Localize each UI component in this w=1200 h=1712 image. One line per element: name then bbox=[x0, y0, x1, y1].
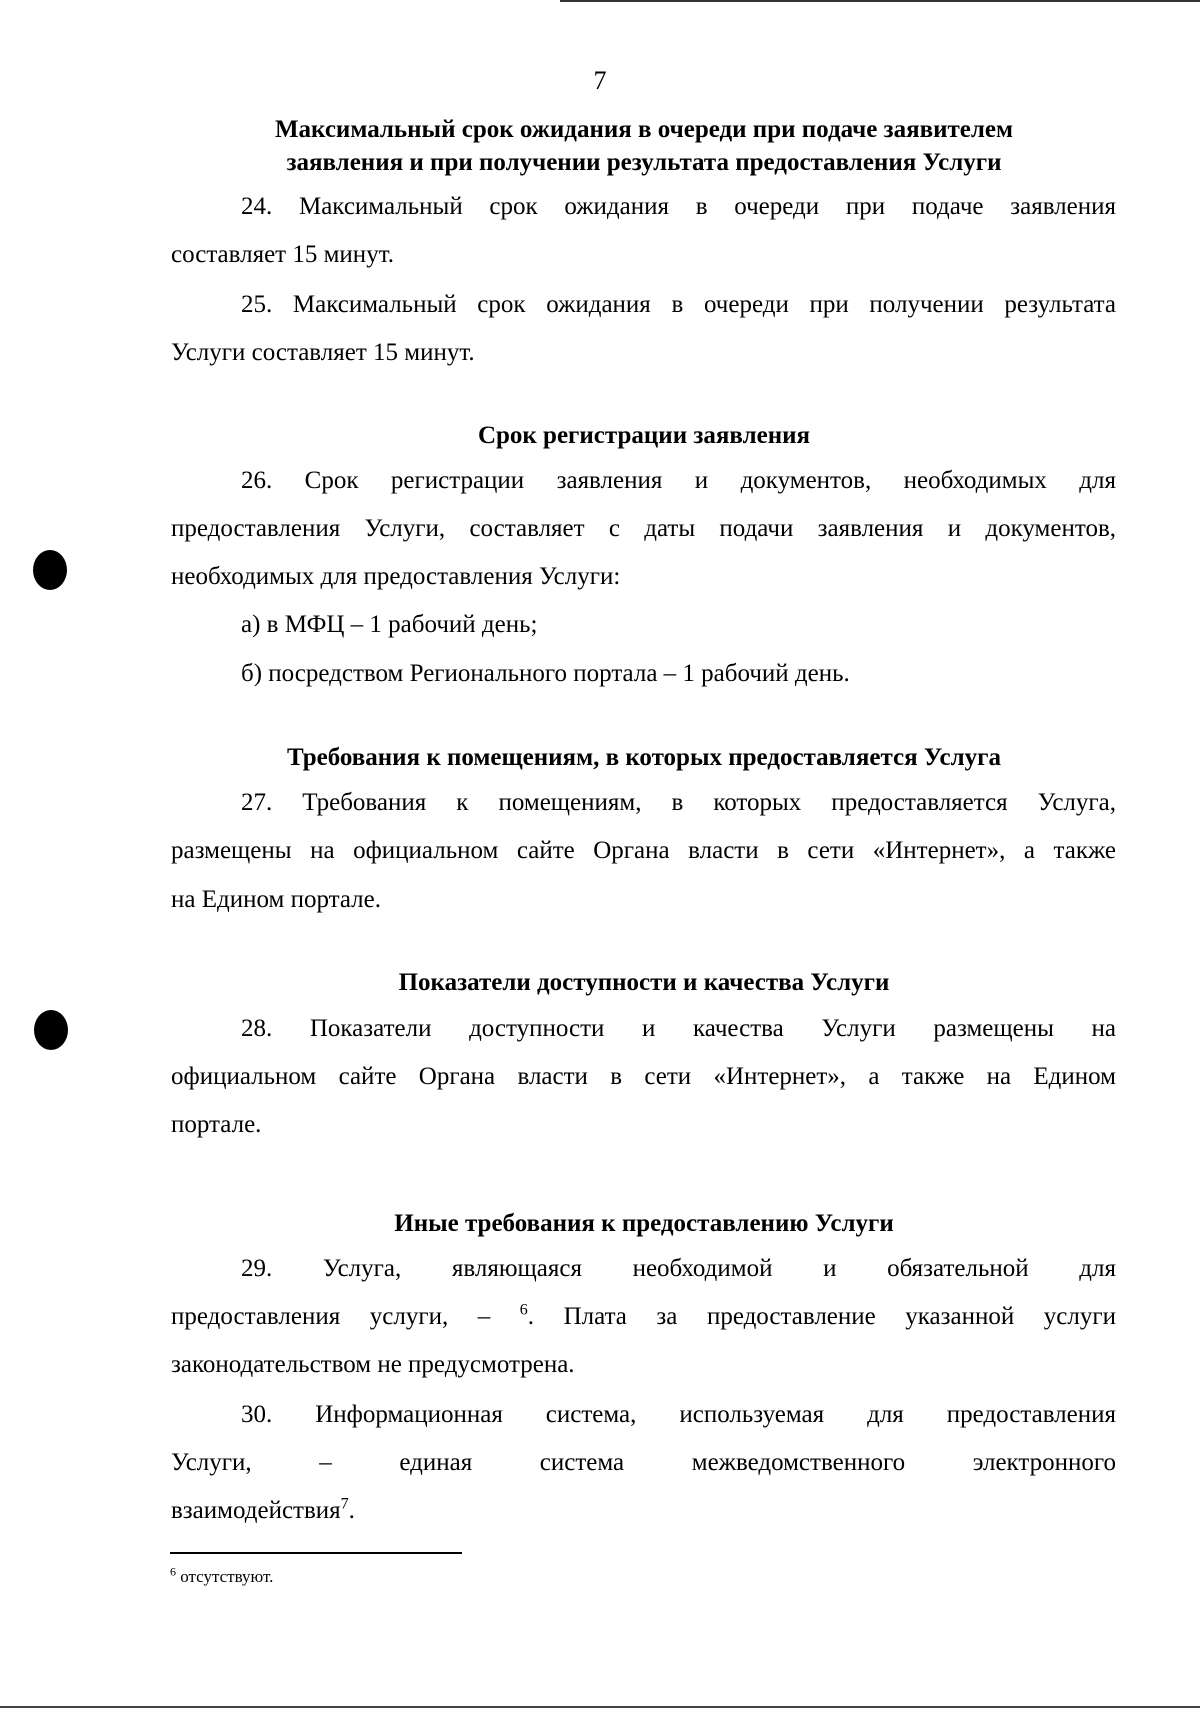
punch-hole-lower bbox=[34, 1010, 68, 1050]
paragraph-30-line3 bbox=[171, 1494, 1116, 1528]
heading-indicators: Показатели доступности и качества Услуги bbox=[398, 969, 890, 996]
paragraph-29-line1: 29. Услуга, являющаяся необходимой и обязательной для bbox=[241, 1255, 1116, 1282]
footnote-text: отсутствуют. bbox=[176, 1567, 274, 1586]
punch-hole-upper bbox=[33, 550, 67, 590]
heading-queue-time-line2: заявления и при получении результата предоставления Услуги bbox=[286, 149, 1002, 176]
paragraph-26-line3: необходимых для предоставления Услуги: bbox=[171, 563, 621, 590]
paragraph-30-line2: Услуги, – единая система межведомственного электронного bbox=[171, 1449, 1116, 1476]
heading-premises: Требования к помещениям, в которых предоставляется Услуга bbox=[286, 744, 1002, 771]
list-item-b: б) посредством Регионального портала – 1 рабочий день. bbox=[241, 660, 850, 687]
paragraph-26-line1: 26. Срок регистрации заявления и документов, необходимых для bbox=[241, 467, 1116, 494]
paragraph-26-line2: предоставления Услуги, составляет с даты подачи заявления и документов, bbox=[171, 515, 1116, 542]
footnote-6 bbox=[170, 1565, 273, 1589]
paragraph-24-line1: 24. Максимальный срок ожидания в очереди при подаче заявления bbox=[241, 193, 1116, 220]
paragraph-28-line2: официальном сайте Органа власти в сети «Интернет», а также на Едином bbox=[171, 1063, 1116, 1090]
list-item-a: а) в МФЦ – 1 рабочий день; bbox=[241, 611, 538, 638]
page-number: 7 bbox=[593, 66, 607, 95]
paragraph-29-line2-end: . Плата за предоставление указанной услуги bbox=[527, 1303, 1116, 1330]
paragraph-29-line2 bbox=[171, 1300, 1116, 1334]
paragraph-25-line2: Услуги составляет 15 минут. bbox=[171, 339, 475, 366]
scan-edge-line-bottom bbox=[0, 1706, 1200, 1708]
paragraph-30-line3-text: взаимодействия bbox=[171, 1497, 341, 1524]
paragraph-30-line1: 30. Информационная система, используемая для предоставления bbox=[241, 1401, 1116, 1428]
paragraph-30-line3-period: . bbox=[348, 1497, 355, 1524]
paragraph-27-line3: на Едином портале. bbox=[171, 886, 381, 913]
paragraph-29-line2-start: предоставления услуги, – bbox=[171, 1303, 491, 1330]
footnote-ref-6: 6 bbox=[519, 1301, 528, 1319]
paragraph-27-line1: 27. Требования к помещениям, в которых предоставляется Услуга, bbox=[241, 789, 1116, 816]
scan-edge-line-top bbox=[560, 0, 1200, 2]
paragraph-25-line1: 25. Максимальный срок ожидания в очереди при получении результата bbox=[241, 291, 1116, 318]
footnote-ref-7: 7 bbox=[340, 1495, 349, 1513]
paragraph-29-line3: законодательством не предусмотрена. bbox=[171, 1351, 575, 1378]
paragraph-27-line2: размещены на официальном сайте Органа власти в сети «Интернет», а также bbox=[171, 837, 1116, 864]
heading-queue-time-line1: Максимальный срок ожидания в очереди при подаче заявителем bbox=[274, 116, 1014, 143]
heading-registration: Срок регистрации заявления bbox=[477, 422, 811, 449]
footnote-number: 6 bbox=[170, 1564, 176, 1579]
paragraph-28-line3: портале. bbox=[171, 1111, 262, 1138]
heading-other-requirements: Иные требования к предоставлению Услуги bbox=[394, 1210, 894, 1237]
footnote-separator bbox=[170, 1552, 462, 1554]
paragraph-24-line2: составляет 15 минут. bbox=[171, 241, 394, 268]
paragraph-28-line1: 28. Показатели доступности и качества Услуги размещены на bbox=[241, 1015, 1116, 1042]
